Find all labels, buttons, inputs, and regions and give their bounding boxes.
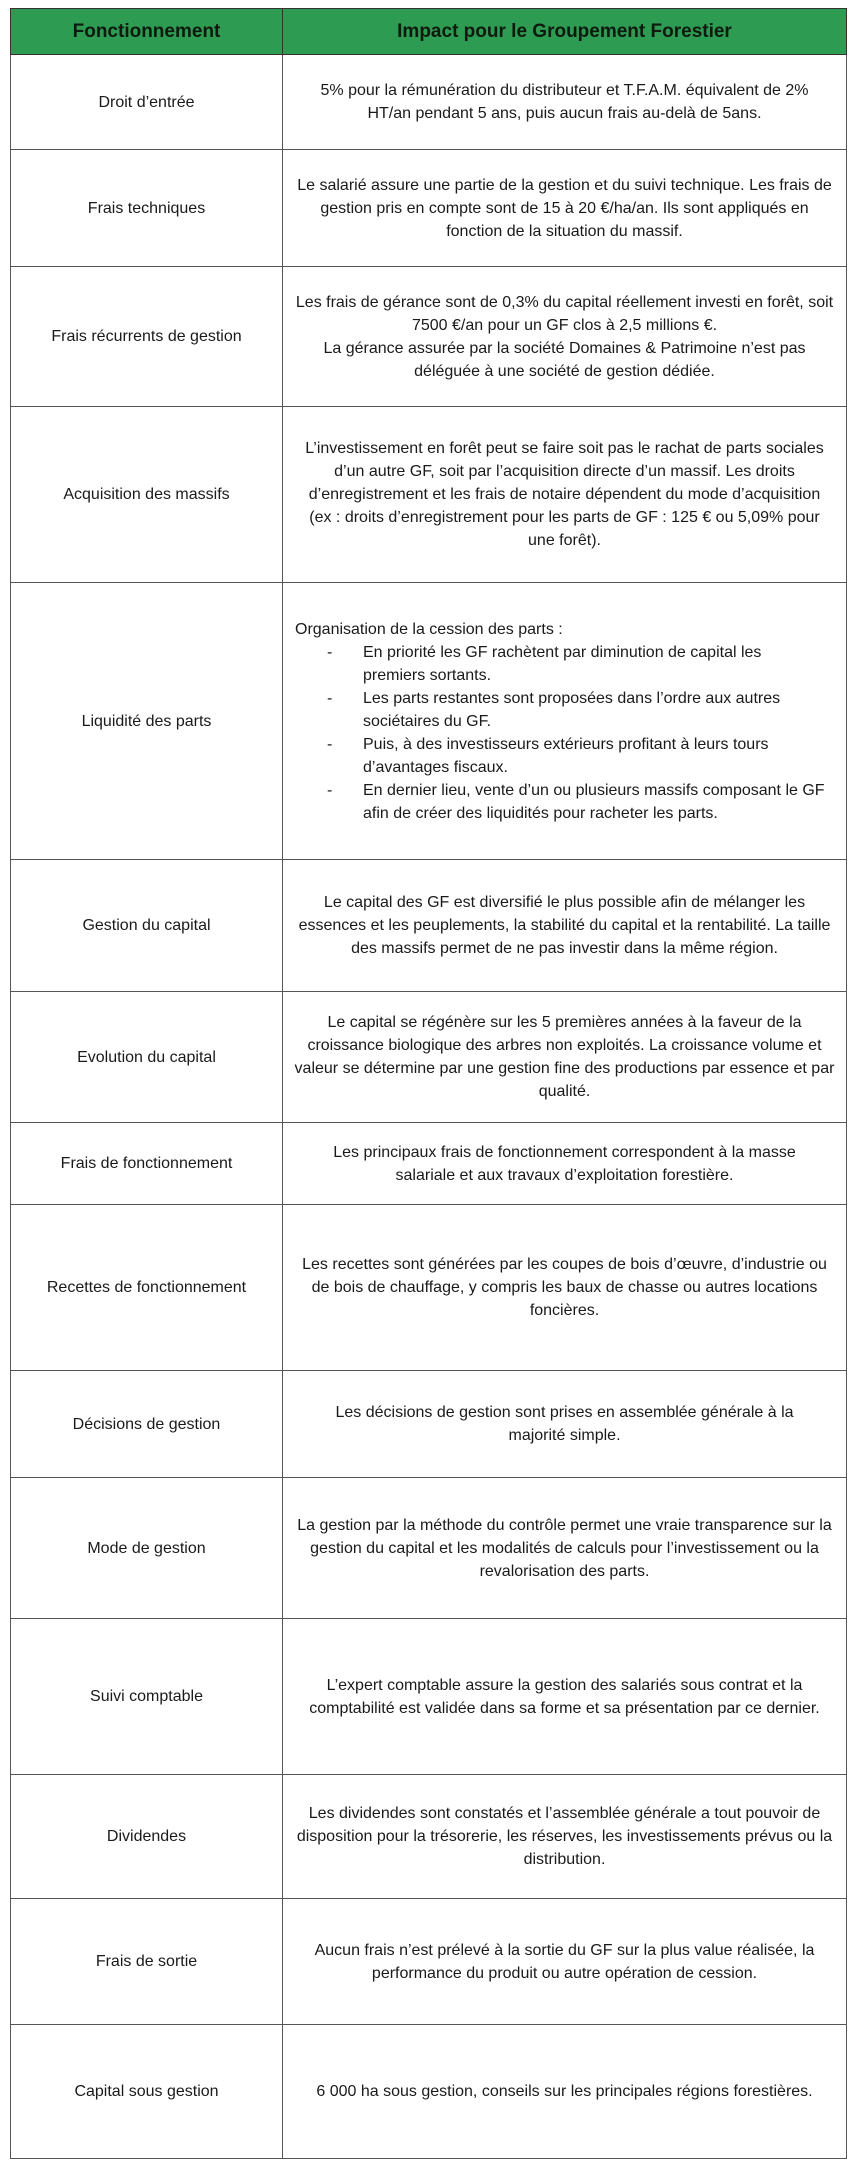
table-row xyxy=(11,1205,847,1371)
table-row xyxy=(11,2025,847,2159)
row-label: Frais de sortie xyxy=(11,1899,283,2025)
row-text-part1: Les frais de gérance sont de 0,3% du capital réellement investi en forêt, soit 7500 €/an pour un GF clos à 2,5 millions €. xyxy=(295,293,834,334)
list-item: - Les parts restantes sont proposées dans l’ordre aux autres sociétaires du GF. xyxy=(317,687,828,733)
row-label: Mode de gestion xyxy=(11,1478,283,1619)
table-row xyxy=(11,1123,847,1205)
row-text: Les dividendes sont constatés et l’assemblée générale a tout pouvoir de disposition pour la trésorerie, les réserves, les investissements prévus ou la distribution. xyxy=(283,1775,847,1899)
row-label: Suivi comptable xyxy=(11,1619,283,1775)
row-text: Les décisions de gestion sont prises en assemblée générale à la majorité simple. xyxy=(283,1371,847,1478)
table-row xyxy=(11,1478,847,1619)
row-text: 5% pour la rémunération du distributeur et T.F.A.M. équivalent de 2% HT/an pendant 5 ans, puis aucun frais au-delà de 5ans. xyxy=(283,55,847,150)
table-row xyxy=(11,583,847,860)
row-text: Le salarié assure une partie de la gestion et du suivi technique. Les frais de gestion pris en compte sont de 15 à 20 €/ha/an. Ils sont appliqués en fonction de la situation du massif. xyxy=(283,150,847,267)
row-text: L’investissement en forêt peut se faire soit pas le rachat de parts sociales d’un autre GF, soit par l’acquisition directe d’un massif. Les droits d’enregistrement et les frais de notaire dépendent du mode d’acquisition (ex : droits d’enregistrement pour les parts de GF : 125 € ou 5,09% pour une forêt). xyxy=(283,407,847,583)
comparison-table xyxy=(10,8,846,2159)
table-row xyxy=(11,1775,847,1899)
row-text: Les principaux frais de fonctionnement correspondent à la masse salariale et aux travaux d’exploitation forestière. xyxy=(283,1123,847,1205)
row-text: Le capital se régénère sur les 5 premières années à la faveur de la croissance biologique des arbres non exploités. La croissance volume et valeur se détermine par une gestion fine des productions par essence et par qualité. xyxy=(283,992,847,1123)
row-text: Le capital des GF est diversifié le plus possible afin de mélanger les essences et les peuplements, la stabilité du capital et la rentabilité. La taille des massifs permet de ne pas investir dans la même région. xyxy=(283,860,847,992)
list-item: - En priorité les GF rachètent par diminution de capital les premiers sortants. xyxy=(317,641,828,687)
list-intro: Organisation de la cession des parts : xyxy=(295,620,563,638)
table-header-row xyxy=(11,9,847,55)
row-label: Capital sous gestion xyxy=(11,2025,283,2159)
header-impact: Impact pour le Groupement Forestier xyxy=(283,9,847,55)
row-label: Décisions de gestion xyxy=(11,1371,283,1478)
row-label: Gestion du capital xyxy=(11,860,283,992)
row-label: Acquisition des massifs xyxy=(11,407,283,583)
table-row xyxy=(11,150,847,267)
header-fonctionnement: Fonctionnement xyxy=(11,9,283,55)
table-row xyxy=(11,1899,847,2025)
table-row xyxy=(11,992,847,1123)
row-text xyxy=(283,267,847,407)
row-label: Frais techniques xyxy=(11,150,283,267)
table-row xyxy=(11,55,847,150)
row-text: 6 000 ha sous gestion, conseils sur les principales régions forestières. xyxy=(283,2025,847,2159)
row-text xyxy=(283,583,847,860)
table-row xyxy=(11,267,847,407)
list-item: - Puis, à des investisseurs extérieurs profitant à leurs tours d’avantages fiscaux. xyxy=(317,733,828,779)
row-label: Liquidité des parts xyxy=(11,583,283,860)
table-row xyxy=(11,1371,847,1478)
row-text: Aucun frais n’est prélevé à la sortie du GF sur la plus value réalisée, la performance du produit ou autre opération de cession. xyxy=(283,1899,847,2025)
row-text: Les recettes sont générées par les coupes de bois d’œuvre, d’industrie ou de bois de chauffage, y compris les baux de chasse ou autres locations foncières. xyxy=(283,1205,847,1371)
row-label: Frais de fonctionnement xyxy=(11,1123,283,1205)
row-label: Frais récurrents de gestion xyxy=(11,267,283,407)
table-row xyxy=(11,860,847,992)
row-label: Dividendes xyxy=(11,1775,283,1899)
row-text-part2: La gérance assurée par la société Domaines & Patrimoine n’est pas déléguée à une société de gestion dédiée. xyxy=(323,339,806,380)
table-row xyxy=(11,1619,847,1775)
row-text: L’expert comptable assure la gestion des salariés sous contrat et la comptabilité est validée dans sa forme et sa présentation par ce dernier. xyxy=(283,1619,847,1775)
table-row xyxy=(11,407,847,583)
list-item: - En dernier lieu, vente d’un ou plusieurs massifs composant le GF afin de créer des liquidités pour racheter les parts. xyxy=(317,779,828,825)
row-text: La gestion par la méthode du contrôle permet une vraie transparence sur la gestion du capital et les modalités de calculs pour l’investissement ou la revalorisation des parts. xyxy=(283,1478,847,1619)
row-label: Evolution du capital xyxy=(11,992,283,1123)
dash-list xyxy=(295,641,828,825)
row-label: Droit d’entrée xyxy=(11,55,283,150)
row-label: Recettes de fonctionnement xyxy=(11,1205,283,1371)
